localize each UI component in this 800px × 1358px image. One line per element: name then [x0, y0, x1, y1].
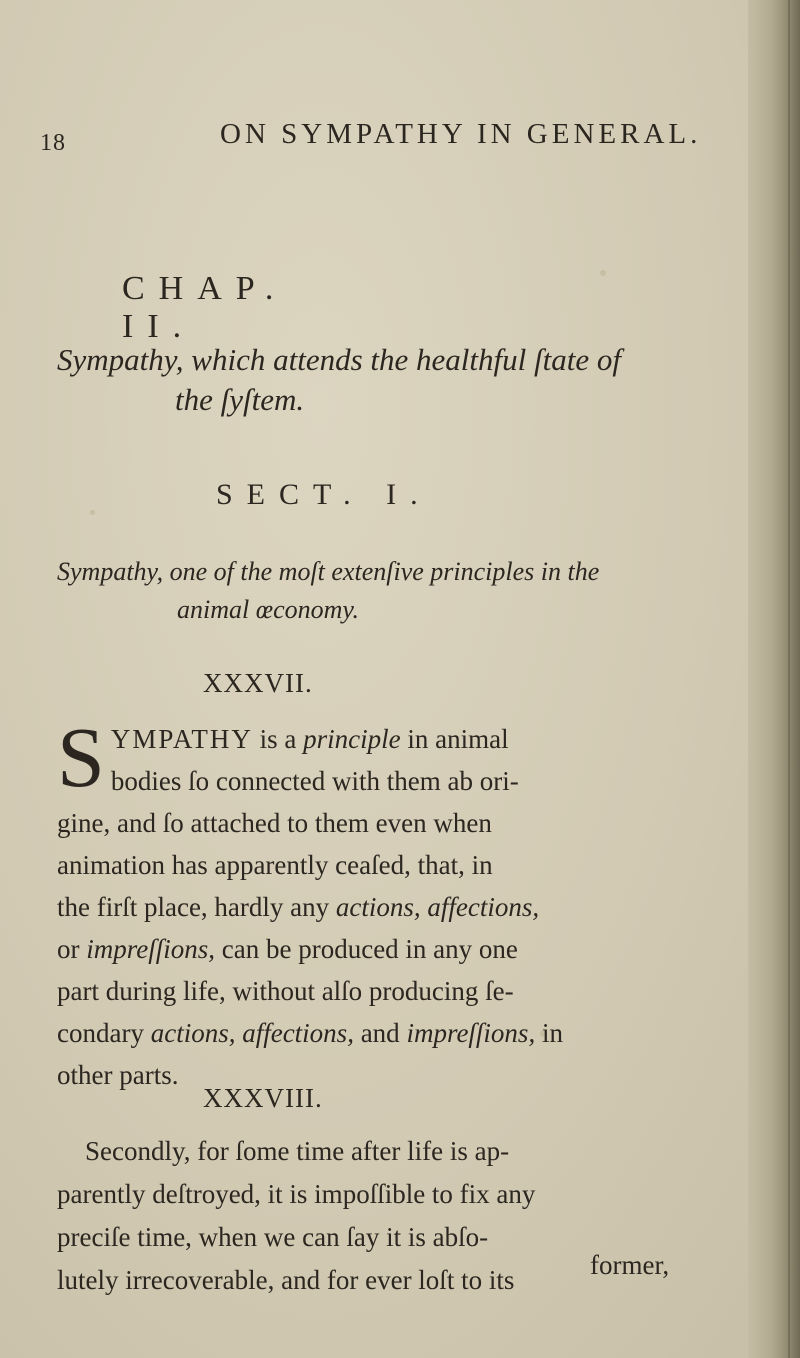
- text-run: condary: [57, 1018, 144, 1048]
- italic-words: actions, affections,: [335, 892, 540, 922]
- section-title-line: animal œconomy.: [177, 595, 359, 624]
- running-title: ON SYMPATHY IN GENERAL.: [220, 118, 702, 150]
- paragraph-line: Secondly, for ſome time after life is ap-: [85, 1136, 510, 1166]
- italic-word: principle: [303, 724, 401, 754]
- text-run: or: [57, 934, 80, 964]
- catchword: former,: [590, 1250, 670, 1280]
- page-number: 18: [40, 130, 66, 156]
- text-run: in animal: [407, 724, 509, 754]
- text-run: the firſt place, hardly any: [57, 892, 330, 922]
- paragraph-line: bodies ſo connected with them ab ori-: [110, 766, 519, 796]
- paragraph-line: other parts.: [57, 1060, 179, 1090]
- text-run: can be produced in any one: [221, 934, 518, 964]
- text-run: in: [541, 1018, 563, 1048]
- paragraph-line: part during life, without alſo producing ſe-: [57, 976, 514, 1006]
- drop-cap: S: [57, 709, 105, 805]
- chapter-title-line: Sympathy, which attends the healthful ſtate of: [57, 342, 621, 377]
- section-title-line: Sympathy, one of the moſt extenſive principles in the: [57, 557, 600, 586]
- paragraph-line: [57, 718, 743, 760]
- paragraph-line: [57, 1012, 743, 1054]
- chapter-heading: CHAP. II.: [122, 270, 288, 345]
- paragraph-line: gine, and ſo attached to them even when: [57, 808, 492, 838]
- paragraph: [57, 709, 743, 1096]
- chapter-title-line: the ſyſtem.: [175, 382, 305, 417]
- foxing-spot: [90, 510, 95, 515]
- italic-word: impreſſions,: [406, 1018, 536, 1048]
- article-number: XXXVII.: [203, 668, 313, 698]
- small-caps-word: YMPATHY: [110, 724, 253, 754]
- foxing-spot: [600, 270, 606, 276]
- text-run: and: [360, 1018, 400, 1048]
- paragraph-line: lutely irrecoverable, and for ever loſt to its: [57, 1265, 515, 1295]
- page-gutter-edge: [748, 0, 800, 1358]
- running-header: [30, 118, 730, 158]
- chapter-title: [57, 340, 707, 420]
- paragraph-line: parently deſtroyed, it is impoſſible to fix any: [57, 1179, 536, 1209]
- text-run: is a: [259, 724, 297, 754]
- italic-words: actions, affections,: [150, 1018, 354, 1048]
- italic-word: impreſſions,: [86, 934, 216, 964]
- article-number: XXXVIII.: [203, 1083, 323, 1113]
- section-heading: SECT. I.: [216, 478, 432, 511]
- paragraph-line: preciſe time, when we can ſay it is abſo-: [57, 1222, 489, 1252]
- section-title: [57, 553, 717, 629]
- paragraph-line: [57, 928, 743, 970]
- paragraph-line: [57, 886, 743, 928]
- paragraph-line: animation has apparently ceaſed, that, in: [57, 850, 493, 880]
